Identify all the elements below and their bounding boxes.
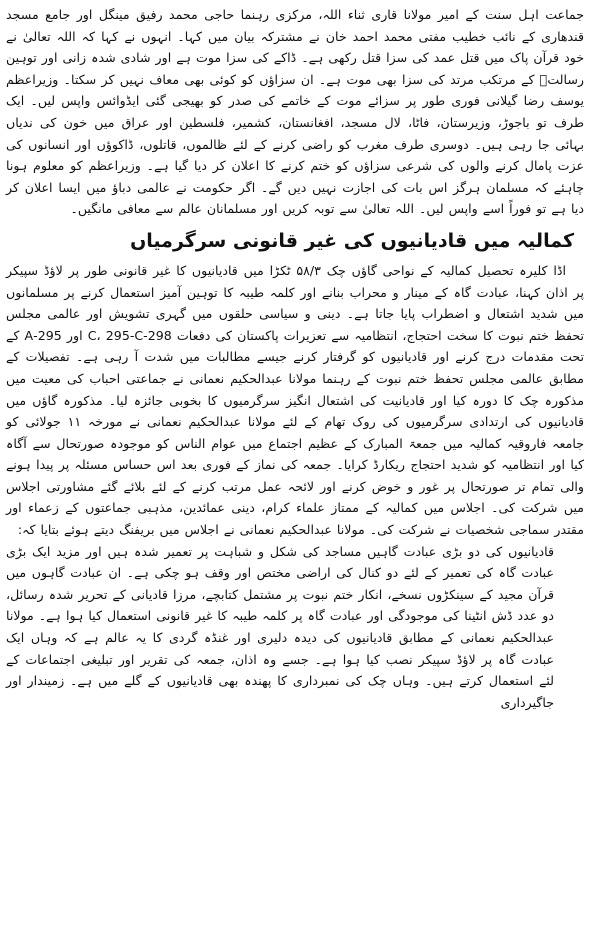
section-heading: کمالیہ میں قادیانیوں کی غیر قانونی سرگرمیاں bbox=[130, 229, 574, 252]
section-paragraph-2: قادیانیوں کی دو بڑی عبادت گاہیں مساجد کی شکل و شباہت پر تعمیر شدہ ہیں اور مزید ایک بڑی عبادت گاہ کی تعمیر کے لئے دو کنال کی اراضی مختص اور وقف ہو چکی ہے۔ ان عبادت گاہوں میں قرآن مجید کے سینکڑوں نسخے، انکار ختم نبوت پر مشتمل کتابچے، مرزا قادیانی کے تحریر شدہ رسائل، دو عدد ڈش انٹینا کی موجودگی اور عبادت گاہ پر کلمہ طیبہ کا غیر قانونی استعمال کیا ہوا ہے۔ مولانا عبدالحکیم نعمانی کے مطابق قادیانیوں کی دیدہ دلیری اور غنڈہ گردی کا یہ عالم ہے کہ وہاں ایک عبادت گاہ پر لاؤڈ سپیکر نصب کیا ہوا ہے۔ جسے وہ اذان، جمعہ کی تقریر اور تبلیغی اجتماعات کے لئے استعمال کرتے ہیں۔ وہاں چک کی نمبرداری کا پھندہ بھی قادیانیوں کے گلے میں ہے۔ زمیندار اور جاگیرداری bbox=[6, 543, 554, 710]
section-paragraph-1: اڈا کلیرہ تحصیل کمالیہ کے نواحی گاؤں چک ۵۸/۳ ٹکڑا میں قادیانیوں کا غیر قانونی طور پر لاؤڈ سپیکر پر اذان کہنا، عبادت گاہ کے مینار و محراب بنانے اور کلمہ طیبہ کا توہین آمیز استعمال کرنے پر مسلمانوں میں شدید اشتعال و اضطراب پایا جاتا ہے۔ دینی و سیاسی حلقوں میں گہری تشویش اور عالمی مجلس تحفظ ختم نبوت کا سخت احتجاج، انتظامیہ سے تعزیرات پاکستان کی دفعات 298-C، 295-C اور 295-A کے تحت مقدمات درج کرنے اور قادیانیوں کو گرفتار کرنے جیسے مطالبات میں شدت آ رہی ہے۔ تفصیلات کے مطابق عالمی مجلس تحفظ ختم نبوت کے رہنما مولانا عبدالحکیم نعمانی نے جماعتی احباب کی معیت میں مذکورہ چک کا دورہ کیا اور قادیانیت کی اشتعال انگیز سرگرمیوں کا بخوبی جائزہ لیا۔ مذکورہ گاؤں میں قادیانیوں کی ارتدادی سرگرمیوں کی روک تھام کے لئے مولانا عبدالحکیم نعمانی نے مورخہ ۱۱ جولائی کو جامعہ فاروقیہ کمالیہ میں جمعۃ المبارک کے عظیم اجتماع میں عوام الناس کو موجودہ صورتحال سے آگاہ کیا اور انتظامیہ کو شدید احتجاج ریکارڈ کرایا۔ جمعہ کی نماز کے فوری بعد اس حساس مسئلہ پر پیدا ہونے والی تمام تر صورتحال پر غور و خوض کرنے اور لائحہ عمل مرتب کرنے کے لئے بلائے گئے مشاورتی اجلاس میں شرکت کی۔ اجلاس میں کمالیہ کے ممتاز علماء کرام، دینی عمائدین، مذہبی جماعتوں کے زعماء اور مقتدر سماجی شخصیات نے شرکت کی۔ مولانا عبدالحکیم نعمانی نے اجلاس میں بریفنگ دیتے ہوئے بتایا کہ: bbox=[6, 262, 585, 538]
article-top-paragraph: جماعت اہل سنت کے امیر مولانا قاری ثناء اللہ، مرکزی رہنما حاجی محمد رفیق مینگل اور جامع مسجد قندھاری کے نائب خطیب مفتی محمد احمد خان نے مشترکہ بیان میں کہا۔ انہوں نے کہا کہ اللہ تعالیٰ نے خود قرآن پاک میں قتل عمد کی سزا قتل رکھی ہے۔ ڈاکے کی سزا موت ہے اور شادی شدہ زانی اور توہین رسالتؐ کے مرتکب مرتد کی سزا بھی موت ہے۔ ان سزاؤں کو کوئی بھی معاف نہیں کر سکتا۔ وزیراعظم یوسف رضا گیلانی فوری طور پر سزائے موت کے خاتمے کی صدر کو بھیجی گئی ایڈوائس واپس لیں۔ ایک طرف تو باجوڑ، وزیرستان، فاٹا، لال مسجد، افغانستان، کشمیر، فلسطین اور عراق میں خون کی ندیاں بہائی جا رہی ہیں۔ دوسری طرف مغرب کو راضی کرنے کے لئے ظالموں، قاتلوں، ڈاکوؤں اور انسانوں کی عزت پامال کرنے والوں کی شرعی سزاؤں کو ختم کرنے کا اعلان کر دیا گیا ہے۔ وزیراعظم کو معلوم ہونا چاہئے کہ مسلمان ہرگز اس بات کی اجازت نہیں دیں گے۔ اگر حکومت نے عالمی دباؤ میں ایسا اعلان کر دیا ہے تو فوراً اسے واپس لیں۔ اللہ تعالیٰ سے توبہ کریں اور مسلمانان عالم سے معافی مانگیں۔ bbox=[6, 7, 584, 217]
